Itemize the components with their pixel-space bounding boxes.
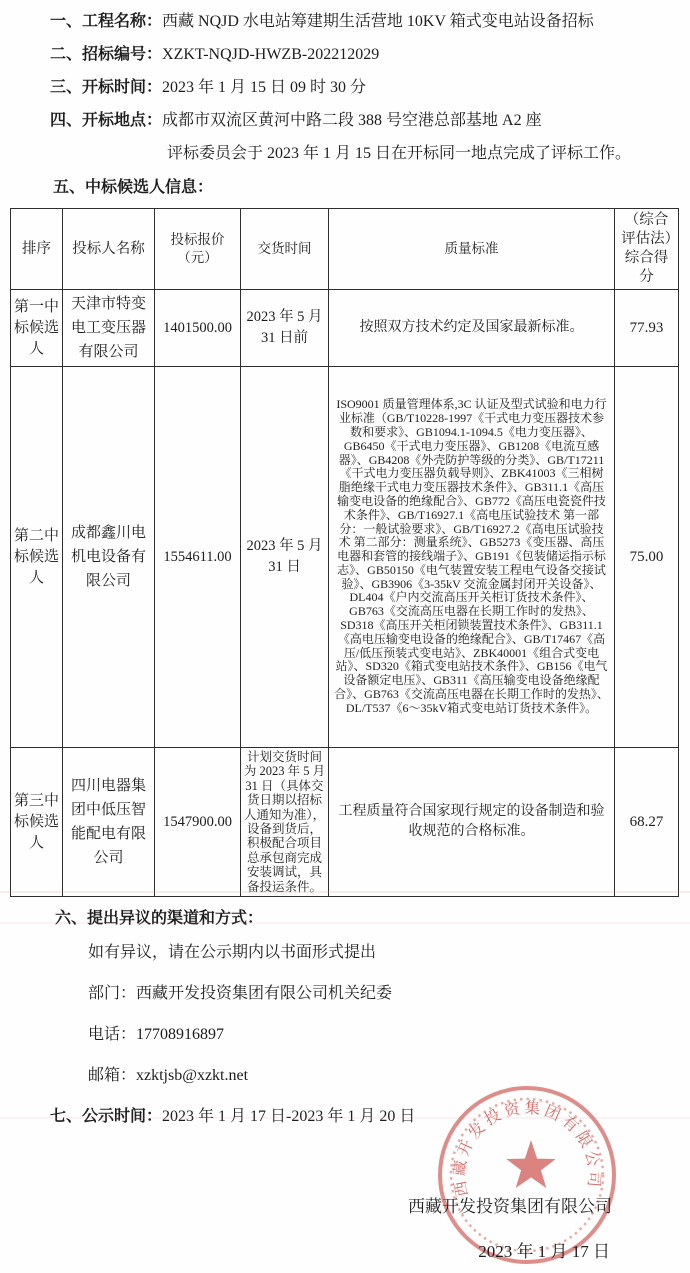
cell-rank: 第三中标候选人 [11,748,63,897]
svg-text:西藏开发投资集团有限公司 [450,1099,603,1198]
cell-delivery: 计划交货时间为 2023 年 5 月 31 日（具体交货日期以招标人通知为准），设备到货后，积极配合项目总承包商完成安装调试，具备投运条件。 [241,748,329,897]
cell-bidder: 四川电器集团中低压智能配电有限公司 [63,748,155,897]
cell-score: 75.00 [615,367,679,748]
cell-delivery: 2023 年 5 月 31 日前 [241,290,329,367]
objection-section [55,909,690,1086]
doc-item-opening-time [50,78,690,98]
doc-item-project-name [50,12,690,32]
signature-company: 西藏开发投资集团有限公司 [408,1197,612,1216]
cell-price: 1401500.00 [155,290,241,367]
cell-score: 68.27 [615,748,679,897]
col-header-quality: 质量标准 [329,209,615,290]
evaluation-note: 评标委员会于 2023 年 1 月 15 日在开标同一地点完成了评标工作。 [167,145,632,162]
cell-rank: 第一中标候选人 [11,290,63,367]
item-label: 开标时间： [82,79,163,96]
item-value: 2023 年 1 月 15 日 09 时 30 分 [162,79,367,96]
objection-instruction: 如有异议，请在公示期内以书面形式提出 [88,944,377,962]
item-number: 一、 [50,13,83,30]
section5-title: 五、中标候选人信息： [53,179,214,196]
signature-date: 2023 年 1 月 17 日 [478,1242,610,1261]
col-header-price: 投标报价（元） [155,209,241,290]
cell-bidder: 成都鑫川电机电设备有限公司 [63,367,155,748]
item-label: 工程名称： [82,13,163,30]
cell-price: 1547900.00 [155,748,241,897]
item-label: 招标编号： [82,46,163,63]
cell-quality: 按照双方技术约定及国家最新标准。 [329,290,615,367]
objection-email: 邮箱：xzktjsb@xzkt.net [88,1067,249,1085]
seal-arc-text: 西藏开发投资集团有限公司 [451,1099,603,1198]
item-number: 七、 [50,1108,83,1126]
doc-item-bid-number [50,45,690,65]
objection-department: 部门：西藏开发投资集团有限公司机关纪委 [88,985,393,1003]
col-header-bidder: 投标人名称 [63,209,155,290]
col-header-score: （综合评估法）综合得分 [615,209,679,290]
item-value: 西藏 NQJD 水电站筹建期生活营地 10KV 箱式变电站设备招标 [162,13,594,30]
cell-price: 1554611.00 [155,367,241,748]
item-value: XZKT-NQJD-HWZB-202212029 [162,46,380,63]
cell-bidder: 天津市特变电工变压器有限公司 [63,290,155,367]
table-row [11,367,679,748]
objection-phone: 电话：17708916897 [88,1026,225,1044]
item-value: 2023 年 1 月 17 日-2023 年 1 月 20 日 [162,1108,416,1126]
doc-item-opening-place [50,111,690,131]
table-header-row [11,209,679,290]
candidates-table [10,208,679,897]
item-value: 成都市双流区黄河中路二段 388 号空港总部基地 A2 座 [162,112,542,129]
item-label: 公示时间： [82,1108,163,1126]
item-label: 开标地点： [82,112,163,129]
table-row [11,290,679,367]
cell-quality: ISO9001 质量管理体系,3C 认证及型式试验和电力行业标准（GB/T10228-1997《干式电力变压器技术参数和要求》、GB1094.1-1094.5《电力变压器》、GB6450《干式电力变压器》、GB1208《电流互感器》、GB4208《外壳防护等级的分类》、GB/T17211《干式电力变压器负载导则》、ZBK41003《三相树脂绝缘干式电力变压器技术条件》、GB311.1《高压输变电设备的绝缘配合》、GB772《高压电瓷瓷件技术条件》、GB/T16927.1《高电压试验技术 第一部分：一般试验要求》、GB/T16927.2《高电压试验技术 第二部分：测量系统》、GB5273《变压器、高压电器和套管的接线端子》、GB191《包装储运指示标志》、GB50150《电气装置安装工程电气设备交接试验》、GB3906《3-35kV 交流金属封闭开关设备》、DL404《户内交流高压开关柜订货技术条件》、GB763《交流高压电器在长期工作时的发热》、SD318《高压开关柜闭锁装置技术条件》、GB311.1《高电压输变电设备的绝缘配合》、GB/T17467《高压/低压预装式变电站》、ZBK40001《组合式变电站》、SD320《箱式变电站技术条件》、GB156《电气设备额定电压》、GB311《高压输变电设备绝缘配合》、GB763《交流高压电器在长期工作时的发热》、DL/T537《6～35kV箱式变电站订货技术条件》。 [329,367,615,748]
col-header-rank: 排序 [11,209,63,290]
item-number: 三、 [50,79,83,96]
section6-title: 六、提出异议的渠道和方式： [55,910,264,928]
item-number: 二、 [50,46,83,63]
cell-rank: 第二中标候选人 [11,367,63,748]
star-icon [506,1140,555,1188]
item-number: 四、 [50,112,83,129]
table-row [11,748,679,897]
cell-delivery: 2023 年 5 月 31 日 [241,367,329,748]
col-header-delivery: 交货时间 [241,209,329,290]
cell-score: 77.93 [615,290,679,367]
cell-quality: 工程质量符合国家现行规定的设备制造和验收规范的合格标准。 [329,748,615,897]
document-header-section [0,0,690,198]
